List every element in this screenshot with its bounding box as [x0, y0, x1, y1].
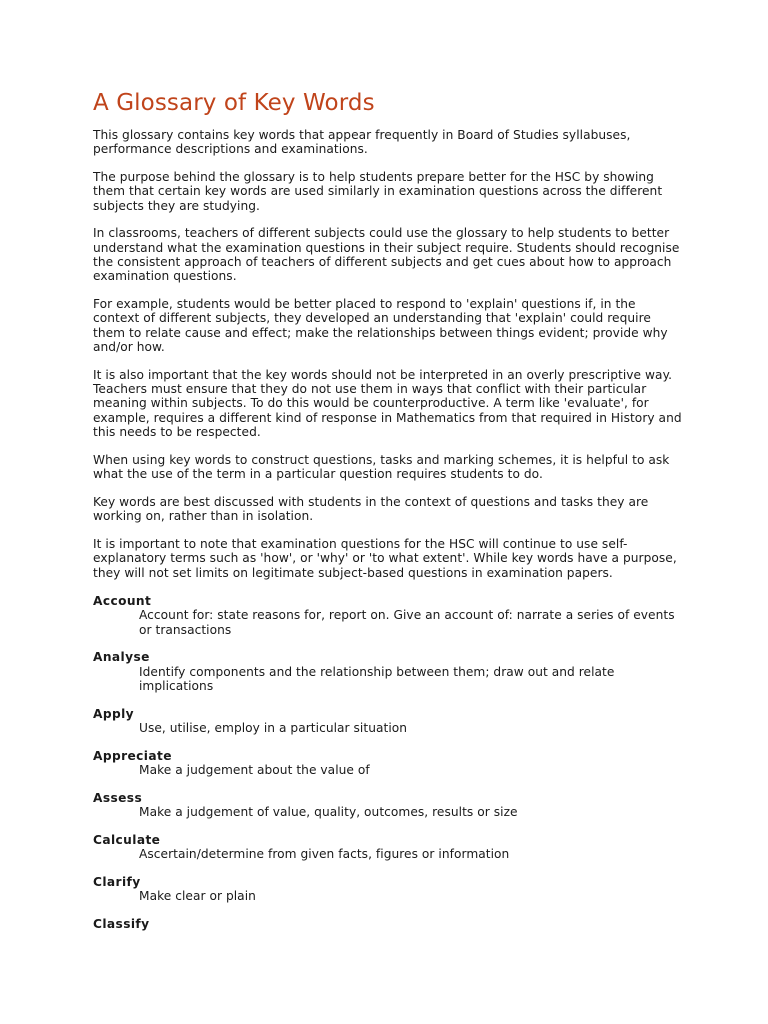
purpose-paragraph: The purpose behind the glossary is to help students prepare better for the HSC by showing them that certain key words are used similarly in examination questions across the different subjects they are studying. [93, 170, 663, 213]
glossary-list [93, 594, 683, 932]
interpretation-paragraph: It is also important that the key words should not be interpreted in an overly prescriptive way. Teachers must ensure that they do not use them in ways that conflict with their particular meaning within subjects. To do this would be counterproductive. A term like 'evaluate', for example, requires a different kind of response in Mathematics from that required in History and this needs to be respected. [93, 367, 682, 440]
glossary-term: Calculate [93, 832, 161, 847]
glossary-entry [93, 875, 683, 904]
glossary-term: Clarify [93, 875, 141, 890]
example-paragraph: For example, students would be better placed to respond to 'explain' questions if, in the context of different subjects, they developed an understanding that 'explain' could require them to relate cause and effect; make the relationships between things evident; provide why and/or how. [93, 297, 668, 355]
glossary-term: Classify [93, 917, 150, 932]
document-title: A Glossary of Key Words [93, 90, 375, 116]
glossary-definition: Identify components and the relationship between them; draw out and relate implications [139, 664, 615, 693]
classrooms-paragraph: In classrooms, teachers of different subjects could use the glossary to help students to better understand what the examination questions in their subject require. Students should recognise the consistent approach of teachers of different subjects and get cues about how to approach examination questions. [93, 226, 680, 284]
glossary-definition: Account for: state reasons for, report on. Give an account of: narrate a series of events or transactions [139, 608, 675, 637]
glossary-entry [93, 707, 683, 736]
glossary-entry [93, 917, 683, 931]
intro-paragraph: This glossary contains key words that appear frequently in Board of Studies syllabuses, performance descriptions and examinations. [93, 128, 631, 157]
note-paragraph: It is important to note that examination questions for the HSC will continue to use self-explanatory terms such as 'how', or 'why' or 'to what extent'. While key words have a purpose, they will not set limits on legitimate subject-based questions in examination papers. [93, 537, 677, 580]
glossary-entry [93, 650, 683, 693]
glossary-entry [93, 791, 683, 820]
glossary-entry [93, 833, 683, 862]
glossary-term: Analyse [93, 650, 150, 665]
glossary-definition: Make a judgement about the value of [139, 763, 370, 778]
glossary-definition: Ascertain/determine from given facts, figures or information [139, 847, 510, 862]
discussion-paragraph: Key words are best discussed with students in the context of questions and tasks they are working on, rather than in isolation. [93, 494, 649, 524]
glossary-definition: Make a judgement of value, quality, outcomes, results or size [139, 805, 518, 820]
glossary-term: Account [93, 593, 152, 608]
glossary-term: Apply [93, 706, 135, 721]
document-page [93, 88, 683, 945]
glossary-definition: Make clear or plain [139, 889, 256, 904]
glossary-definition: Use, utilise, employ in a particular situation [139, 721, 408, 735]
glossary-term: Appreciate [93, 748, 172, 763]
glossary-entry [93, 594, 683, 637]
glossary-entry [93, 749, 683, 778]
usage-paragraph: When using key words to construct questions, tasks and marking schemes, it is helpful to ask what the use of the term in a particular question requires students to do. [93, 452, 670, 482]
glossary-term: Assess [93, 790, 143, 805]
